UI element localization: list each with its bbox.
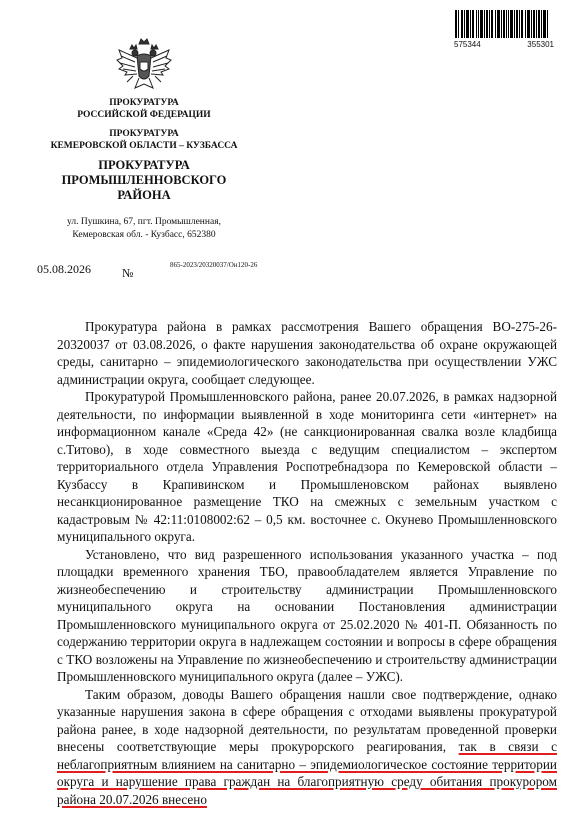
org-title: ПРОКУРАТУРА	[109, 98, 179, 108]
paragraph: Прокуратура района в рамках рассмотрения Вашего обращения ВО-275-26-20320037 от 03.08.2026, о факте нарушения законодательства об охране окружающей среды, санитарно – эпидемиологического законодательства при осуществлении УЖС администрации округа, сообщает следующее.	[57, 319, 557, 387]
paragraph: Прокуратурой Промышленновского района, ранее 20.07.2026, в рамках надзорной деятельности, по информации выявленной в ходе мониторинга сети «интернет» на информационном канале «Среда 42» (не санкционированная свалка возле кладбища с.Титово), в ходе совместного выезда с ведущим специалистом – экспертом территориального отдела Управления Роспотребнадзора по Кемеровской области – Кузбассу в Крапивинском и Промышленовском районах выявлено несанкционированное размещение ТКО на смежных с земельным участком с кадастровым № 42:11:0108002:62 – 0,5 км. восточнее с. Окунево Промышленновского муниципального округа.	[57, 389, 557, 544]
org-header-district	[20, 158, 268, 203]
paragraph	[57, 686, 557, 809]
paragraph-text: Таким образом, доводы Вашего обращения нашли свое подтверждение, однако указанные нарушения закона в сфере обращения с отходами выявлены прокуратурой района ранее, в ходе надзорной деятельности, по результатам проведенной проверки внесены соответствующие меры прокурорского реагирования,	[57, 686, 557, 754]
paragraph: Установлено, что вид разрешенного использования указанного участка – под площадки временного хранения ТБО, правообладателем является Управление по жизнеобеспечению и строительству администрации Промышленновского муниципального округа на основании Постановления администрации Промышленновского муниципального округа от 25.02.2020 № 401-П. Обязанность по содержанию территории округа в надлежащем состоянии и вопросы в сфере обращения с ТКО возложены на Управление по жизнеобеспечению и строительству администрации Промышленновского муниципального округа (далее – УЖС).	[57, 546, 557, 684]
org-address	[20, 216, 268, 242]
org-subtitle: РАЙОНА	[117, 188, 171, 202]
address-line: ул. Пушкина, 67, пгт. Промышленная,	[67, 217, 221, 227]
org-subtitle: КЕМЕРОВСКОЙ ОБЛАСТИ – КУЗБАССА	[50, 141, 238, 151]
highlighted-text: так в связи с неблагоприятным влиянием на санитарно – эпидемиологическое состояние территории округа и нарушение права граждан на благоприятную среду обитания прокурором района 20.07.2026 внесено	[57, 739, 558, 807]
russian-coat-of-arms-icon	[113, 36, 175, 96]
number-sign: №	[122, 266, 134, 280]
org-header-russia	[20, 97, 268, 121]
barcode-number-right: 355301	[527, 40, 554, 49]
org-title: ПРОКУРАТУРА	[98, 158, 190, 172]
barcode-numbers	[454, 40, 554, 49]
org-header-kemerovo	[20, 128, 268, 152]
barcode-icon	[455, 10, 550, 38]
address-line: Кемеровская обл. - Кузбасс, 652380	[72, 230, 216, 240]
letter-body	[57, 318, 557, 808]
org-subtitle: ПРОМЫШЛЕННОВСКОГО	[61, 173, 227, 187]
barcode-number-left: 575344	[454, 40, 481, 49]
registration-number: 865-2023/20320037/Он120-26	[170, 261, 258, 269]
org-subtitle: РОССИЙСКОЙ ФЕДЕРАЦИИ	[77, 110, 211, 120]
document-date: 05.08.2026	[37, 262, 91, 276]
org-title: ПРОКУРАТУРА	[109, 129, 179, 139]
